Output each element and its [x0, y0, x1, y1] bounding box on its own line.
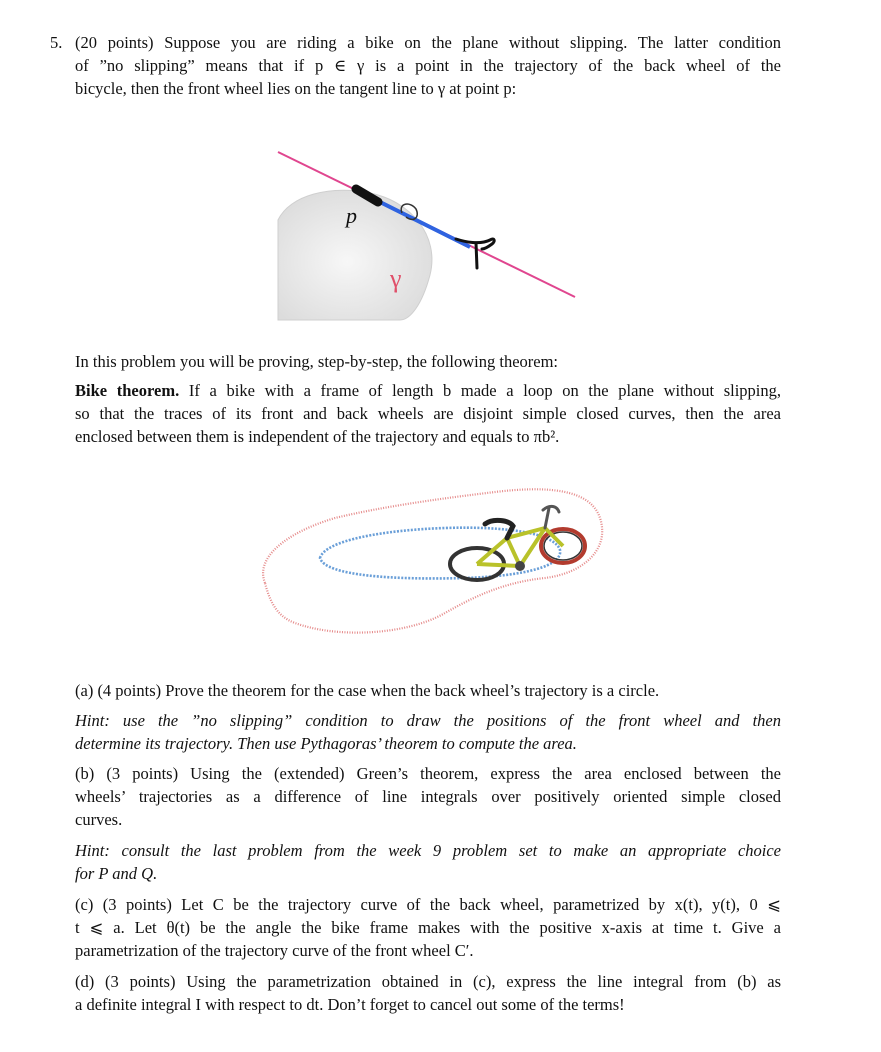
- curve-gamma-label: γ: [390, 264, 402, 293]
- part-c-line-2: t ⩽ a. Let θ(t) be the angle the bike frame makes with the positive x-axis at time t. Give a: [75, 918, 781, 937]
- part-b-hint-line-2: for P and Q.: [75, 864, 158, 883]
- part-a-hint-line-1: Hint: use the ”no slipping” condition to draw the positions of the front wheel and then: [75, 711, 781, 730]
- theorem-lead: In this problem you will be proving, step-by-step, the following theorem:: [75, 352, 559, 371]
- theorem-line-1-text: If a bike with a frame of length b made a loop on the plane without slipping,: [188, 381, 781, 400]
- part-c-line-3: parametrization of the trajectory curve of the front wheel C′.: [75, 941, 474, 960]
- part-c-line-1: (c) (3 points) Let C be the trajectory curve of the back wheel, parametrized by x(t), y(t), 0 ⩽: [75, 895, 781, 914]
- part-b: [75, 762, 781, 831]
- theorem-title: Bike theorem.: [75, 381, 180, 400]
- part-d-line-1: (d) (3 points) Using the parametrization obtained in (c), express the line integral from (b) as: [75, 972, 781, 991]
- part-d: [75, 970, 781, 1016]
- part-b-line-3: curves.: [75, 810, 123, 829]
- theorem-line-2: so that the traces of its front and back wheels are disjoint simple closed curves, then the area: [75, 404, 781, 423]
- theorem-line-3: enclosed between them is independent of the trajectory and equals to πb².: [75, 427, 560, 446]
- parts-block: [75, 679, 781, 1016]
- bike-tracks-figure: [245, 478, 615, 643]
- problem-number: 5.: [50, 33, 63, 52]
- part-b-hint-line-1: Hint: consult the last problem from the week 9 problem set to make an appropriate choice: [75, 841, 781, 860]
- theorem-line-1: [75, 379, 781, 402]
- intro-line-3: bicycle, then the front wheel lies on the tangent line to γ at point p:: [75, 79, 517, 98]
- theorem-block: [75, 350, 781, 448]
- part-c: [75, 893, 781, 962]
- part-b-line-1: (b) (3 points) Using the (extended) Green’s theorem, express the area enclosed between the: [75, 764, 781, 783]
- intro-line-2: of ”no slipping” means that if p ∈ γ is a point in the trajectory of the back wheel of the: [75, 56, 781, 75]
- part-a-hint-line-2: determine its trajectory. Then use Pythagoras’ theorem to compute the area.: [75, 734, 577, 753]
- intro-line-1: (20 points) Suppose you are riding a bike on the plane without slipping. The latter condition: [75, 33, 781, 52]
- bicycle-image: [450, 506, 585, 580]
- bike-tangent-figure: [270, 145, 590, 325]
- problem-intro: [75, 31, 781, 100]
- part-a-hint: [75, 709, 781, 755]
- part-a: (a) (4 points) Prove the theorem for the case when the back wheel’s trajectory is a circle.: [75, 681, 660, 700]
- point-p-label: p: [346, 203, 357, 228]
- part-d-line-2: a definite integral I with respect to dt. Don’t forget to cancel out some of the terms!: [75, 995, 625, 1014]
- part-b-line-2: wheels’ trajectories as a difference of line integrals over positively oriented simple closed: [75, 787, 781, 806]
- part-b-hint: [75, 839, 781, 885]
